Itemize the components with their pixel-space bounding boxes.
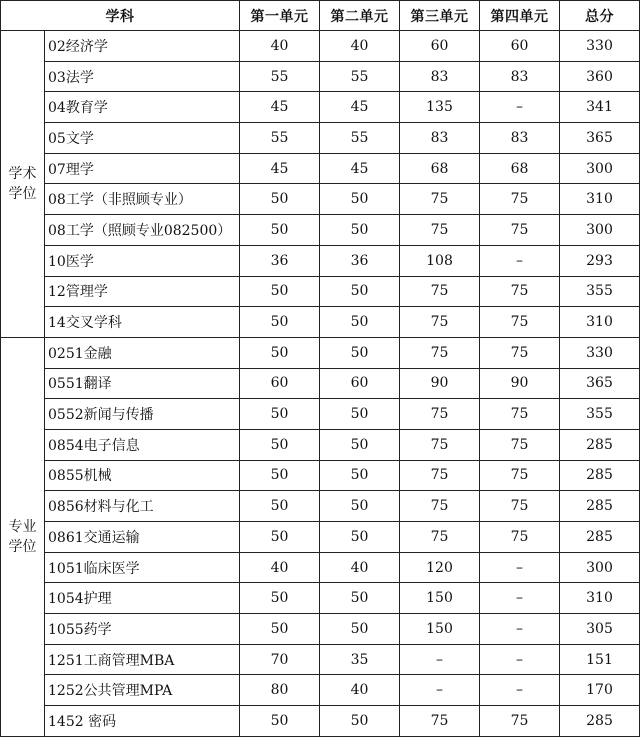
table-row	[1, 429, 640, 460]
group-label-cell	[1, 31, 45, 338]
unit-1-cell: 50	[240, 399, 320, 430]
subject-cell: 1055药学	[45, 614, 240, 645]
table-row	[1, 337, 640, 368]
subject-cell: 1251工商管理MBA	[45, 644, 240, 675]
unit-1-cell: 50	[240, 429, 320, 460]
total-cell: 285	[560, 706, 640, 737]
header-unit-1: 第一单元	[240, 1, 320, 31]
subject-cell: 12管理学	[45, 276, 240, 307]
subject-cell: 0856材料与化工	[45, 491, 240, 522]
table-row	[1, 307, 640, 338]
unit-4-cell: –	[480, 583, 560, 614]
total-cell: 300	[560, 215, 640, 246]
table-row	[1, 153, 640, 184]
table-row	[1, 583, 640, 614]
table-row	[1, 215, 640, 246]
unit-3-cell: 75	[400, 429, 480, 460]
table-row	[1, 399, 640, 430]
unit-3-cell: 120	[400, 552, 480, 583]
unit-3-cell: 150	[400, 614, 480, 645]
header-total: 总分	[560, 1, 640, 31]
unit-1-cell: 45	[240, 92, 320, 123]
subject-cell: 0854电子信息	[45, 429, 240, 460]
unit-1-cell: 50	[240, 706, 320, 737]
total-cell: 305	[560, 614, 640, 645]
unit-2-cell: 50	[320, 706, 400, 737]
total-cell: 330	[560, 337, 640, 368]
unit-3-cell: 75	[400, 215, 480, 246]
table-row	[1, 460, 640, 491]
unit-1-cell: 80	[240, 675, 320, 706]
unit-4-cell: –	[480, 245, 560, 276]
total-cell: 355	[560, 399, 640, 430]
subject-cell: 0552新闻与传播	[45, 399, 240, 430]
subject-cell: 05文学	[45, 123, 240, 154]
unit-3-cell: 60	[400, 31, 480, 62]
unit-3-cell: 75	[400, 460, 480, 491]
unit-2-cell: 50	[320, 307, 400, 338]
unit-3-cell: 135	[400, 92, 480, 123]
unit-4-cell: 75	[480, 184, 560, 215]
table-row	[1, 491, 640, 522]
unit-2-cell: 36	[320, 245, 400, 276]
unit-3-cell: 75	[400, 276, 480, 307]
group-label: 专业学位	[8, 518, 37, 555]
header-subject: 学科	[1, 1, 240, 31]
subject-cell: 04教育学	[45, 92, 240, 123]
table-row	[1, 184, 640, 215]
subject-cell: 0551翻译	[45, 368, 240, 399]
unit-1-cell: 50	[240, 460, 320, 491]
subject-cell: 10医学	[45, 245, 240, 276]
unit-4-cell: 83	[480, 61, 560, 92]
unit-2-cell: 50	[320, 215, 400, 246]
unit-1-cell: 50	[240, 307, 320, 338]
subject-cell: 0855机械	[45, 460, 240, 491]
unit-4-cell: 75	[480, 307, 560, 338]
unit-2-cell: 50	[320, 491, 400, 522]
unit-1-cell: 36	[240, 245, 320, 276]
group-label: 学术学位	[8, 165, 37, 202]
unit-4-cell: –	[480, 644, 560, 675]
total-cell: 285	[560, 460, 640, 491]
table-row	[1, 61, 640, 92]
unit-1-cell: 70	[240, 644, 320, 675]
unit-2-cell: 50	[320, 614, 400, 645]
unit-3-cell: 83	[400, 123, 480, 154]
unit-3-cell: 108	[400, 245, 480, 276]
table-row	[1, 644, 640, 675]
subject-cell: 1252公共管理MPA	[45, 675, 240, 706]
unit-3-cell: 150	[400, 583, 480, 614]
total-cell: 355	[560, 276, 640, 307]
unit-2-cell: 40	[320, 31, 400, 62]
unit-2-cell: 50	[320, 522, 400, 553]
unit-4-cell: –	[480, 675, 560, 706]
subject-cell: 14交叉学科	[45, 307, 240, 338]
subject-cell: 08工学（非照顾专业）	[45, 184, 240, 215]
total-cell: 310	[560, 583, 640, 614]
total-cell: 293	[560, 245, 640, 276]
unit-1-cell: 50	[240, 614, 320, 645]
unit-4-cell: 75	[480, 460, 560, 491]
unit-4-cell: 68	[480, 153, 560, 184]
unit-4-cell: –	[480, 92, 560, 123]
unit-4-cell: 75	[480, 399, 560, 430]
unit-1-cell: 50	[240, 583, 320, 614]
table-body	[1, 31, 640, 737]
unit-2-cell: 50	[320, 429, 400, 460]
unit-1-cell: 60	[240, 368, 320, 399]
subject-cell: 1051临床医学	[45, 552, 240, 583]
unit-4-cell: 75	[480, 215, 560, 246]
total-cell: 285	[560, 429, 640, 460]
unit-3-cell: 75	[400, 522, 480, 553]
unit-2-cell: 55	[320, 61, 400, 92]
unit-3-cell: –	[400, 675, 480, 706]
table-row	[1, 276, 640, 307]
unit-2-cell: 45	[320, 153, 400, 184]
total-cell: 341	[560, 92, 640, 123]
unit-2-cell: 40	[320, 675, 400, 706]
total-cell: 285	[560, 491, 640, 522]
subject-cell: 03法学	[45, 61, 240, 92]
header-unit-3: 第三单元	[400, 1, 480, 31]
unit-2-cell: 50	[320, 399, 400, 430]
total-cell: 300	[560, 552, 640, 583]
unit-1-cell: 50	[240, 522, 320, 553]
table-row	[1, 522, 640, 553]
unit-2-cell: 50	[320, 460, 400, 491]
total-cell: 365	[560, 368, 640, 399]
unit-4-cell: 60	[480, 31, 560, 62]
unit-1-cell: 40	[240, 31, 320, 62]
unit-3-cell: 75	[400, 399, 480, 430]
total-cell: 330	[560, 31, 640, 62]
unit-1-cell: 50	[240, 276, 320, 307]
table-row	[1, 123, 640, 154]
unit-2-cell: 45	[320, 92, 400, 123]
subject-cell: 1452 密码	[45, 706, 240, 737]
subject-cell: 0251金融	[45, 337, 240, 368]
unit-2-cell: 55	[320, 123, 400, 154]
unit-2-cell: 40	[320, 552, 400, 583]
unit-1-cell: 50	[240, 491, 320, 522]
table-row	[1, 31, 640, 62]
total-cell: 170	[560, 675, 640, 706]
total-cell: 360	[560, 61, 640, 92]
unit-4-cell: 75	[480, 491, 560, 522]
table-row	[1, 614, 640, 645]
total-cell: 285	[560, 522, 640, 553]
unit-3-cell: 75	[400, 706, 480, 737]
unit-3-cell: 75	[400, 491, 480, 522]
unit-3-cell: 75	[400, 337, 480, 368]
unit-2-cell: 50	[320, 184, 400, 215]
table-row	[1, 552, 640, 583]
unit-3-cell: 83	[400, 61, 480, 92]
unit-4-cell: 90	[480, 368, 560, 399]
table-row	[1, 675, 640, 706]
unit-2-cell: 35	[320, 644, 400, 675]
unit-2-cell: 60	[320, 368, 400, 399]
unit-2-cell: 50	[320, 276, 400, 307]
unit-3-cell: 75	[400, 307, 480, 338]
unit-2-cell: 50	[320, 337, 400, 368]
unit-2-cell: 50	[320, 583, 400, 614]
unit-1-cell: 50	[240, 184, 320, 215]
header-unit-4: 第四单元	[480, 1, 560, 31]
unit-4-cell: –	[480, 614, 560, 645]
unit-4-cell: 75	[480, 522, 560, 553]
unit-1-cell: 50	[240, 337, 320, 368]
unit-1-cell: 55	[240, 123, 320, 154]
unit-1-cell: 40	[240, 552, 320, 583]
unit-4-cell: 83	[480, 123, 560, 154]
unit-4-cell: 75	[480, 429, 560, 460]
unit-4-cell: 75	[480, 706, 560, 737]
subject-cell: 07理学	[45, 153, 240, 184]
total-cell: 365	[560, 123, 640, 154]
unit-3-cell: –	[400, 644, 480, 675]
unit-4-cell: –	[480, 552, 560, 583]
subject-cell: 1054护理	[45, 583, 240, 614]
subject-cell: 08工学（照顾专业082500）	[45, 215, 240, 246]
total-cell: 310	[560, 307, 640, 338]
header-row	[1, 1, 640, 31]
unit-4-cell: 75	[480, 337, 560, 368]
total-cell: 151	[560, 644, 640, 675]
unit-1-cell: 50	[240, 215, 320, 246]
group-label-cell	[1, 337, 45, 736]
unit-3-cell: 68	[400, 153, 480, 184]
unit-4-cell: 75	[480, 276, 560, 307]
unit-1-cell: 55	[240, 61, 320, 92]
unit-3-cell: 90	[400, 368, 480, 399]
subject-cell: 02经济学	[45, 31, 240, 62]
table-row	[1, 245, 640, 276]
total-cell: 310	[560, 184, 640, 215]
unit-1-cell: 45	[240, 153, 320, 184]
table-row	[1, 368, 640, 399]
subject-cell: 0861交通运输	[45, 522, 240, 553]
table-row	[1, 706, 640, 737]
header-unit-2: 第二单元	[320, 1, 400, 31]
table-row	[1, 92, 640, 123]
unit-3-cell: 75	[400, 184, 480, 215]
total-cell: 300	[560, 153, 640, 184]
